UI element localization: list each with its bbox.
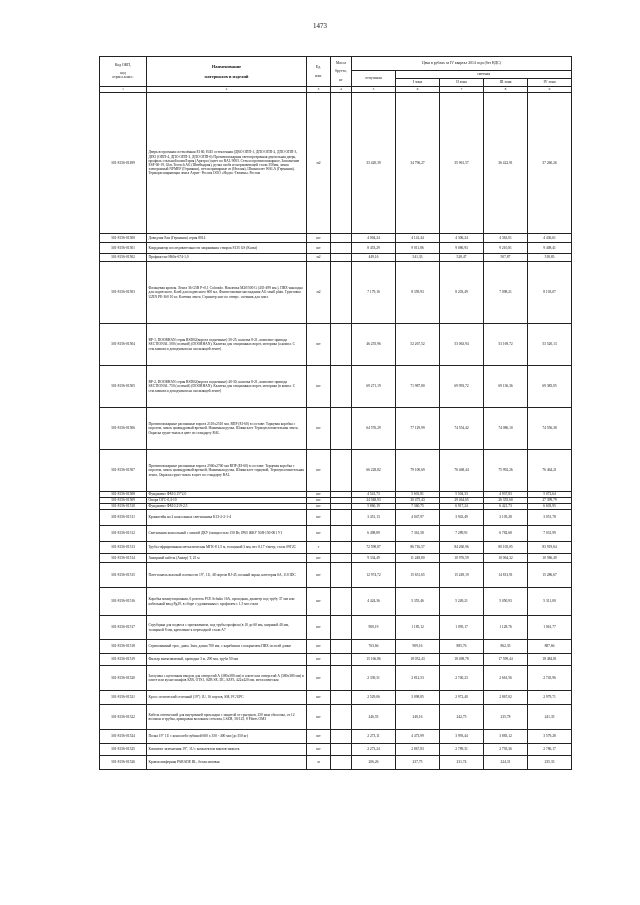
row-price-zone-4: 235,33 <box>528 756 572 770</box>
header-price-title: Цена в рублях за IV квартал 2014 года (без НДС) <box>352 57 572 71</box>
row-price-zone-2: 2 972,40 <box>440 691 484 705</box>
row-price-zone-3: 2 867,02 <box>484 691 528 705</box>
row-code: 301-8156-01525 <box>100 744 147 756</box>
row-unit: шт <box>307 526 331 542</box>
row-price-zone-2: 1 095,17 <box>440 616 484 640</box>
row-current-price: 72 598,87 <box>352 542 396 554</box>
header-mass-line2: брутто, <box>335 69 347 74</box>
row-price-zone-4: 76 464,21 <box>528 450 572 492</box>
header-name <box>147 57 307 87</box>
column-number: 3 <box>307 87 331 93</box>
row-price-zone-2: 4 306,24 <box>440 234 484 243</box>
row-code: 301-8156-01501 <box>100 243 147 254</box>
row-price-zone-2: 35 961,57 <box>440 93 484 234</box>
row-price-zone-3: 3 883,12 <box>484 730 528 744</box>
row-price-zone-2: 53 063,94 <box>440 324 484 366</box>
row-price-zone-2: 528,47 <box>440 254 484 262</box>
row-mass <box>331 756 352 770</box>
row-price-zone-1: 4 141,44 <box>396 234 440 243</box>
row-code: 301-8156-01514 <box>100 554 147 563</box>
row-current-price: 66 228,82 <box>352 450 396 492</box>
row-current-price: 9 334,49 <box>352 554 396 563</box>
header-code-line2: код <box>120 70 126 75</box>
row-name: Фундамент ФМ 0,15*2,0 <box>147 492 307 498</box>
row-price-zone-3: 224,31 <box>484 756 528 770</box>
row-current-price: 5 860,19 <box>352 504 396 510</box>
row-price-zone-2: 74 554,42 <box>440 408 484 450</box>
row-mass <box>331 640 352 654</box>
table-row <box>100 705 572 730</box>
row-code: 301-8156-01512 <box>100 526 147 542</box>
row-price-zone-2: 69 993,72 <box>440 366 484 408</box>
table-row <box>100 563 572 588</box>
row-price-zone-1: 7 360,75 <box>396 504 440 510</box>
row-price-zone-4: 8 103,07 <box>528 262 572 324</box>
row-price-zone-3: 69 136,36 <box>484 366 528 408</box>
row-price-zone-1: 909,16 <box>396 640 440 654</box>
row-code: 301-8156-01524 <box>100 730 147 744</box>
header-mass-line1: Масса <box>335 60 347 65</box>
row-price-zone-4: 37 260,26 <box>528 93 572 234</box>
row-price-zone-1: 2 812,53 <box>396 666 440 691</box>
row-price-zone-2: 3 993,44 <box>440 730 484 744</box>
row-price-zone-3: 7 098,21 <box>484 262 528 324</box>
row-price-zone-1: 5 601,81 <box>396 492 440 498</box>
row-price-zone-2: 7 289,91 <box>440 526 484 542</box>
row-price-zone-4: 518,83 <box>528 254 572 262</box>
row-price-zone-3: 17 599,44 <box>484 654 528 666</box>
row-current-price: 6 498,89 <box>352 526 396 542</box>
row-mass <box>331 366 352 408</box>
row-current-price: 4 541,73 <box>352 492 396 498</box>
table-body <box>100 93 572 770</box>
row-current-price: 33 420,39 <box>352 93 396 234</box>
row-code: 301-8156-01513 <box>100 542 147 554</box>
header-mass-line3: кг <box>339 77 343 82</box>
row-price-zone-3: 80 105,05 <box>484 542 528 554</box>
row-code: 301-8156-01502 <box>100 254 147 262</box>
row-price-zone-4: 2 745,96 <box>528 666 572 691</box>
row-name: ВР-2, DOORHAN серия RSD02(ворота подъемные) 40-30, калитка 8-21, комплект привода SECTIONAL 750 (соленой) (DOORHAN), Калитка для секционных ворот, моторика (в компл. С сем.замком и доводчиком на скользящей ленте) <box>147 366 307 408</box>
row-name: Коробка коммутационная, 6 розеток PCE Schuko 16А, проходная, диаметр под трубу 37 мм или кабельный ввод Pg29, в сборе с удлиненным с профилем с 1,5 мм стали <box>147 588 307 616</box>
row-price-zone-3: 6 421,73 <box>484 504 528 510</box>
row-code: 301-8156-01510 <box>100 504 147 510</box>
row-price-zone-1: 237,75 <box>396 756 440 770</box>
row-price-zone-4: 10 586,49 <box>528 554 572 563</box>
row-unit: шт <box>307 510 331 526</box>
page-number: 1473 <box>313 22 327 30</box>
table-row <box>100 654 572 666</box>
column-number: 4 <box>331 87 352 93</box>
row-name: Комплект заземления 19", 1U с комплектом винтов-шпилек <box>147 744 307 756</box>
row-mass <box>331 744 352 756</box>
row-code: 301-8156-01522 <box>100 705 147 730</box>
header-name-line1: Наименование <box>211 64 242 70</box>
header-unit-line1: Ед. <box>315 65 322 70</box>
row-current-price: 206,26 <box>352 756 396 770</box>
row-current-price: 4 424,36 <box>352 588 396 616</box>
row-price-zone-1: 18 052,43 <box>396 654 440 666</box>
row-price-zone-4: 5 072,64 <box>528 492 572 498</box>
table-row <box>100 691 572 705</box>
row-mass <box>331 234 352 243</box>
row-price-zone-4: 18 484,81 <box>528 654 572 666</box>
row-mass <box>331 616 352 640</box>
row-name: Фундамент ФМ 0,219-2,5 <box>147 504 307 510</box>
table-row <box>100 408 572 450</box>
header-zone-4: IV зона <box>528 79 572 87</box>
row-code: 301-8156-01515 <box>100 563 147 588</box>
row-mass <box>331 554 352 563</box>
table-row <box>100 616 572 640</box>
row-unit: шт <box>307 588 331 616</box>
row-price-zone-2: 231,74 <box>440 756 484 770</box>
header-code-line1: Код ОКП, <box>115 63 131 68</box>
row-name: Стрипованный трос, диам. 3мм, длина 700 мм, с карабином с покрытием ПВХ по всей длине <box>147 640 307 654</box>
row-price-zone-1: 4 473,99 <box>396 730 440 744</box>
header-unit-line2: изм. <box>315 73 322 78</box>
row-current-price: 763,66 <box>352 640 396 654</box>
row-price-zone-3: 75 992,26 <box>484 450 528 492</box>
row-name: Опора ОГС-0,4-10 <box>147 498 307 504</box>
row-price-zone-2: 9 086,93 <box>440 243 484 254</box>
row-mass <box>331 705 352 730</box>
row-current-price: 2 273,11 <box>352 730 396 744</box>
row-mass <box>331 666 352 691</box>
row-price-zone-2: 84 260,96 <box>440 542 484 554</box>
row-code: 301-8156-01505 <box>100 366 147 408</box>
header-mass <box>331 57 352 87</box>
row-mass <box>331 654 352 666</box>
row-code: 301-8156-01508 <box>100 492 147 498</box>
row-name: Фильтр вытягиваемый, проводки 3 м, 290 мм, труба 50 мм <box>147 654 307 666</box>
row-name: Дверь встроенная остеклённая ЕI 60, ЕI45 остекленная (ДВО ОПП-1, ДПО ОПП-2, ДПО ОПП-3, ДПО (ОПП-4, ДПО ОПП-3, ДПО ОПП-6) Противопожарная светопрозрачная двупольная дверь, профиль стальной компЛэрия (Арктрос) цвет по RAL 9003. Стекло противопожарное, Заполнение ESF 60-19, Glas Troesch AG (Швейцария), ручка скоба из нержавеющей стали 350мм, замок электронный NFMEF (Германия), петли приварные ат (Италия), Шпингалет WALA (Германия), Терморасширяющая лента Агрит- Россия ООО «Надза -Тюмень» Россия <box>147 93 307 234</box>
row-price-zone-1: 34 796,27 <box>396 93 440 234</box>
row-name: Труба гофрированная металлическая МГК-8 1,5 м, толщиной 3 мм, вес 0,17 т/метр, сталь 09Г2С <box>147 542 307 554</box>
row-price-zone-2: 10 976,59 <box>440 554 484 563</box>
row-code: 301-8156-01500 <box>100 234 147 243</box>
row-price-zone-4: 9 408,41 <box>528 243 572 254</box>
row-mass <box>331 563 352 588</box>
header-zone-3: III зона <box>484 79 528 87</box>
row-name: Анкерный кабель (Анкер) Т, 25 м <box>147 554 307 563</box>
row-price-zone-4: 69 385,05 <box>528 366 572 408</box>
column-number: 8 <box>484 87 528 93</box>
row-unit: шт <box>307 654 331 666</box>
row-name: Профнастил Н60х-674-1,0 <box>147 254 307 262</box>
row-price-zone-1: 5 355,46 <box>396 588 440 616</box>
header-code-line3: отрасл.класс. <box>112 75 134 80</box>
table-row <box>100 640 572 654</box>
row-unit: шт <box>307 563 331 588</box>
row-current-price: 2 339,31 <box>352 666 396 691</box>
row-price-zone-2: 3 943,49 <box>440 510 484 526</box>
row-price-zone-4: 83 919,64 <box>528 542 572 554</box>
table-row <box>100 526 572 542</box>
row-unit: т <box>307 542 331 554</box>
row-price-zone-2: 8 203,49 <box>440 262 484 324</box>
row-price-zone-2: 2 740,23 <box>440 666 484 691</box>
table-row <box>100 744 572 756</box>
row-unit: шт <box>307 616 331 640</box>
row-code: 301-8156-01520 <box>100 666 147 691</box>
row-mass <box>331 93 352 234</box>
row-name: Заглушка с щеточным вводом для отверстий А (380х380 мм) в плите или отверстий А (380х380 мм) в плите или кухне шкафов SZB, OTS1, SZB SE, DC, SZF3, 422х420 мм, металлическая <box>147 666 307 691</box>
row-price-zone-1: 71 987,80 <box>396 366 440 408</box>
row-mass <box>331 450 352 492</box>
row-price-zone-2: 5 249,21 <box>440 588 484 616</box>
table-row <box>100 243 572 254</box>
header-name-line2: материалов и изделий <box>204 73 249 79</box>
header-current-price: отпускная <box>352 71 396 87</box>
row-price-zone-1: 2 867,83 <box>396 744 440 756</box>
row-name: Кабель оптический для внутренней прокладки с защитой от грызунов, 250 мкм оболочка, от 12 волокон и трубка, армирован волокном стеклом, LSZH, 50/125, 8 Fibres OM3 <box>147 705 307 730</box>
row-code: 301-8156-01519 <box>100 654 147 666</box>
table-row <box>100 510 572 526</box>
row-mass <box>331 243 352 254</box>
row-price-zone-4: 27 399,79 <box>528 498 572 504</box>
table-header <box>100 57 572 93</box>
row-unit: м2 <box>307 254 331 262</box>
row-current-price: 3 451,13 <box>352 510 396 526</box>
column-number: 6 <box>396 87 440 93</box>
row-price-zone-1: 249,16 <box>396 705 440 730</box>
row-price-zone-2: 29 464,65 <box>440 498 484 504</box>
row-current-price: 7 179,16 <box>352 262 396 324</box>
column-number: 7 <box>440 87 484 93</box>
row-price-zone-3: 6 782,68 <box>484 526 528 542</box>
row-name: Кронштейн на 2 консольных светильника К13-2-2-1-4 <box>147 510 307 526</box>
row-price-zone-1: 9 011,86 <box>396 243 440 254</box>
row-current-price: 2 273,24 <box>352 744 396 756</box>
row-mass <box>331 262 352 324</box>
row-price-zone-3: 36 422,91 <box>484 93 528 234</box>
row-current-price: 24 948,93 <box>352 498 396 504</box>
row-current-price: 64 576,29 <box>352 408 396 450</box>
table-row <box>100 666 572 691</box>
header-zone-2: II зона <box>440 79 484 87</box>
row-mass <box>331 408 352 450</box>
row-price-zone-1: 52 267,52 <box>396 324 440 366</box>
row-price-zone-3: 10 064,32 <box>484 554 528 563</box>
table-row <box>100 756 572 770</box>
row-unit: м2 <box>307 93 331 234</box>
row-unit: шт <box>307 554 331 563</box>
row-price-zone-3: 235,78 <box>484 705 528 730</box>
row-price-zone-2: 242,75 <box>440 705 484 730</box>
row-price-zone-4: 5 311,00 <box>528 588 572 616</box>
row-price-zone-4: 241,35 <box>528 705 572 730</box>
row-price-zone-3: 53 169,72 <box>484 324 528 366</box>
row-price-zone-3: 3 105,28 <box>484 510 528 526</box>
row-unit: шт <box>307 408 331 450</box>
row-price-zone-1: 86 716,57 <box>396 542 440 554</box>
row-code: 301-8156-01504 <box>100 324 147 366</box>
row-current-price: 15 166,86 <box>352 654 396 666</box>
row-unit: м <box>307 756 331 770</box>
row-price-zone-4: 7 031,99 <box>528 526 572 542</box>
row-code: 301-8156-01518 <box>100 640 147 654</box>
row-unit: шт <box>307 730 331 744</box>
row-mass <box>331 542 352 554</box>
row-current-price: 8 453,29 <box>352 243 396 254</box>
row-name: Противопожарные распашные ворота 2560х2760 мм ВПР (EI-60) в составе: Торцевая коробка с порогом, замок цилиндровый врезной, Нажимная ручка, Шпингалет торцевой, Термоуплотнительная лента, Окраска грунт-эмаль в цвет по стандарту RAL <box>147 450 307 492</box>
row-price-zone-4: 2 786,17 <box>528 744 572 756</box>
table-row <box>100 262 572 324</box>
row-unit: шт <box>307 324 331 366</box>
row-unit: шт <box>307 450 331 492</box>
row-price-zone-3: 14 813,91 <box>484 563 528 588</box>
row-mass <box>331 691 352 705</box>
row-price-zone-4: 887,66 <box>528 640 572 654</box>
row-price-zone-1: 79 100,69 <box>396 450 440 492</box>
header-unit <box>307 57 331 87</box>
row-name: Кросс оптический стоечный (19") 1U, 16 портов, SM, FC/UPC <box>147 691 307 705</box>
row-price-zone-4: 3 051,78 <box>528 510 572 526</box>
row-unit: м2 <box>307 262 331 324</box>
row-price-zone-1: 30 475,43 <box>396 498 440 504</box>
row-price-zone-2: 885,76 <box>440 640 484 654</box>
table-row <box>100 254 572 262</box>
row-price-zone-1: 4 047,97 <box>396 510 440 526</box>
row-price-zone-4: 15 286,67 <box>528 563 572 588</box>
row-current-price: 449,16 <box>352 254 396 262</box>
row-price-zone-1: 11 248,80 <box>396 554 440 563</box>
price-table <box>99 56 572 770</box>
row-price-zone-2: 2 789,31 <box>440 744 484 756</box>
header-zone-1: I зона <box>396 79 440 87</box>
row-price-zone-3: 4 363,01 <box>484 234 528 243</box>
row-price-zone-2: 5 504,33 <box>440 492 484 498</box>
table-row <box>100 324 572 366</box>
row-price-zone-3: 507,87 <box>484 254 528 262</box>
row-mass <box>331 324 352 366</box>
row-price-zone-1: 3 098,85 <box>396 691 440 705</box>
row-code: 301-8156-01517 <box>100 616 147 640</box>
row-price-zone-4: 4 436,61 <box>528 234 572 243</box>
row-current-price: 12 974,72 <box>352 563 396 588</box>
row-unit: шт <box>307 691 331 705</box>
row-current-price: 4 004,24 <box>352 234 396 243</box>
column-number: 5 <box>352 87 396 93</box>
row-unit: шт <box>307 498 331 504</box>
column-number: 2 <box>147 87 307 93</box>
row-code: 301-8156-01511 <box>100 510 147 526</box>
row-name: Струбцина для подвеса с протяжением, под трубы профиля (в 10 до 60 мм, шириной 40 мм, толщиной 8 мм, крепление к переходной стали А7 <box>147 616 307 640</box>
row-name: Координатор последовательности закрывания створок 8135 GS (Kunst) <box>147 243 307 254</box>
row-price-zone-2: 15 249,19 <box>440 563 484 588</box>
row-unit: шт <box>307 243 331 254</box>
row-price-zone-3: 4 937,83 <box>484 492 528 498</box>
row-price-zone-4: 1 061,77 <box>528 616 572 640</box>
row-price-zone-3: 2 661,56 <box>484 666 528 691</box>
row-name: Фальцевая кровля. Лента 36 G5B P+0,1 Colorado. Наклепка М20/500 G (435-499 мм.), ПВХ-накладка для подвесного, Клей для подвесного 600 мл, Флагштоковые ниспадания AG small plain. Грунтовка UZIN PE-360 10 кг, Клеевая лента. Стрингер шаг по отверс. съемник для плит. <box>147 262 307 324</box>
row-code: 301-8156-01509 <box>100 498 147 504</box>
row-code: 301-8156-01516 <box>100 588 147 616</box>
row-name: Светильник консольный с линзой ДКУ (мощностью 150 Вт, IP65 ЖКУ 50Я-150-001 У1 <box>147 526 307 542</box>
row-current-price: 46 255,96 <box>352 324 396 366</box>
column-number: 9 <box>528 87 572 93</box>
row-current-price: 2 529,06 <box>352 691 396 705</box>
row-price-zone-4: 74 556,38 <box>528 408 572 450</box>
row-mass <box>331 254 352 262</box>
row-price-zone-4: 2 979,71 <box>528 691 572 705</box>
row-price-zone-4: 53 520,13 <box>528 324 572 366</box>
row-price-zone-4: 3 579,28 <box>528 730 572 744</box>
row-name: Доводчик Ezи (Германия) серия 8014 <box>147 234 307 243</box>
row-name: ВР-1, DOORHAN серия RSD02(ворота подъемные) 30-25, калитка 8-21, комплект привода SECTIONAL 500 (соленой) (DOORHAN), Калитка для секционных ворот, моторика (а.компл. С сем.замком и доводчиком на скользящей ленте) <box>147 324 307 366</box>
header-estimate-price: сметная <box>396 71 572 79</box>
row-code: 301-8156-01526 <box>100 756 147 770</box>
table-row <box>100 542 572 554</box>
row-price-zone-1: 541,33 <box>396 254 440 262</box>
row-current-price: 69 271,19 <box>352 366 396 408</box>
row-price-zone-3: 74 086,10 <box>484 408 528 450</box>
row-code: 301-8156-01507 <box>100 450 147 492</box>
row-name: Патч-панель высокой плотности 19", 1U, 48 портов RJ-45, полный экран, категория 6A, 110 IDC <box>147 563 307 588</box>
row-unit: шт <box>307 744 331 756</box>
table-row <box>100 234 572 243</box>
table-row <box>100 93 572 234</box>
row-name: Кровля шиферная PARADE RL, белая матовая <box>147 756 307 770</box>
row-price-zone-3: 26 355,60 <box>484 498 528 504</box>
row-current-price: 900,19 <box>352 616 396 640</box>
row-price-zone-3: 2 793,36 <box>484 744 528 756</box>
row-price-zone-3: 9 210,81 <box>484 243 528 254</box>
row-price-zone-1: 8 359,93 <box>396 262 440 324</box>
row-code: 301-8156-01521 <box>100 691 147 705</box>
row-mass <box>331 588 352 616</box>
row-price-zone-3: 5 050,93 <box>484 588 528 616</box>
row-price-zone-2: 18 498,78 <box>440 654 484 666</box>
row-price-zone-4: 6 603,95 <box>528 504 572 510</box>
row-unit: шт <box>307 234 331 243</box>
row-unit: шт <box>307 705 331 730</box>
row-price-zone-1: 77 129,99 <box>396 408 440 450</box>
row-unit: шт <box>307 504 331 510</box>
row-unit: шт <box>307 366 331 408</box>
row-price-zone-3: 862,35 <box>484 640 528 654</box>
row-unit: шт <box>307 666 331 691</box>
row-price-zone-2: 6 917,24 <box>440 504 484 510</box>
row-price-zone-1: 1 185,12 <box>396 616 440 640</box>
row-code: 301-8156-01499 <box>100 93 147 234</box>
table-row <box>100 366 572 408</box>
row-unit: шт <box>307 640 331 654</box>
row-price-zone-2: 76 468,44 <box>440 450 484 492</box>
row-name: Противопожарные распашные ворота 2110х2510 мм. ВПР (EI-60) в составе: Торцевая коробка с порогом, замок цилиндровый врезной. Нажимная ручка, Шпингалет Термоуплотнительная лента, Окраска грунт-эмаль в цвет по стандарту RAL <box>147 408 307 450</box>
row-unit: шт <box>307 492 331 498</box>
row-name: Полка 19" 1U с консолей глубиной 600 x 350 - 400 мм (до 350 кг) <box>147 730 307 744</box>
row-code: 301-8156-01503 <box>100 262 147 324</box>
row-mass <box>331 526 352 542</box>
row-price-zone-3: 1 128,76 <box>484 616 528 640</box>
row-mass <box>331 730 352 744</box>
row-mass <box>331 510 352 526</box>
table-row <box>100 450 572 492</box>
table-row <box>100 588 572 616</box>
header-code <box>100 57 147 87</box>
table-row <box>100 730 572 744</box>
column-number: 1 <box>100 87 147 93</box>
table-row <box>100 554 572 563</box>
row-code: 301-8156-01506 <box>100 408 147 450</box>
row-price-zone-1: 15 651,65 <box>396 563 440 588</box>
row-current-price: 246,55 <box>352 705 396 730</box>
row-price-zone-1: 7 361,58 <box>396 526 440 542</box>
